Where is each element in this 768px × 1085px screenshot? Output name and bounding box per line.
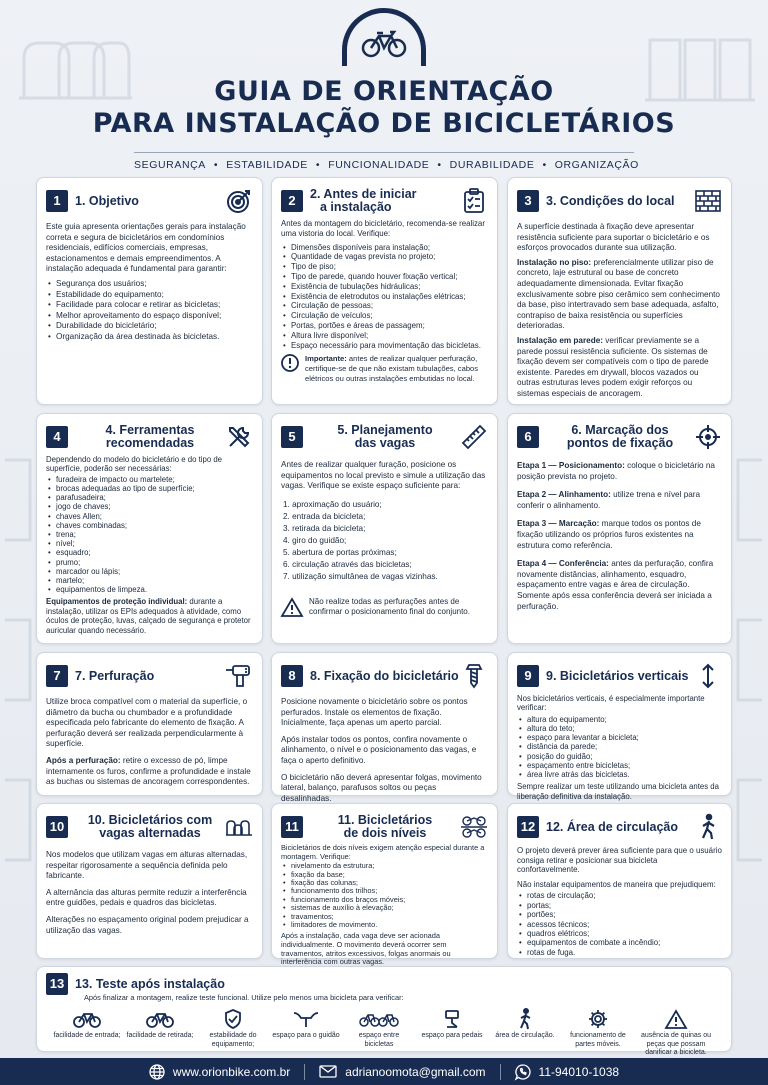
warning-triangle-icon xyxy=(636,1008,716,1030)
floor-installation xyxy=(517,258,722,332)
list-item: • Organização da área destinada às bicicletas. xyxy=(46,332,253,343)
section-number: 3 xyxy=(517,190,539,212)
step-label: Etapa 3 — Marcação: xyxy=(517,519,600,529)
footer-email[interactable] xyxy=(319,1065,485,1079)
section-intro: Este guia apresenta orientações gerais para instalação correta e segura de bicicletários em condomínios residenciais, edifícios comerciais, empresas, estacionamentos e demais empreendimentos. A instalação adequada é fundamental para garantir: xyxy=(46,222,246,274)
section-title: 1. Objetivo xyxy=(75,193,139,208)
list-item: • acessos técnicos; xyxy=(517,920,722,929)
note-label: Importante: xyxy=(305,354,347,364)
card-area-circulacao xyxy=(507,803,732,959)
tag: DURABILIDADE xyxy=(449,159,535,171)
section-title: 13. Teste após instalação xyxy=(75,976,225,991)
section-header xyxy=(46,973,722,995)
step-text: utilize trena e nível para conferir o alinhamento. xyxy=(517,490,701,510)
list-item: • altura do equipamento; xyxy=(517,715,722,724)
list-item: • martelo; xyxy=(46,576,253,585)
card-perfuracao xyxy=(36,652,263,796)
list-item: • espaço para levantar a bicicleta; xyxy=(517,733,722,742)
section-title: 7. Perfuração xyxy=(75,668,155,683)
check-label: facilidade de entrada; xyxy=(53,1032,121,1039)
page-header xyxy=(0,8,768,171)
check-item xyxy=(344,1008,414,1058)
list-item: • Portas, portões e áreas de passagem; xyxy=(281,321,488,331)
list-item: • limitadores de movimento. xyxy=(281,921,488,929)
list-item: • Existência de tubulações hidráulicas; xyxy=(281,282,488,292)
section-number: 1 xyxy=(46,190,68,212)
section-title-line1: 4. Ferramentas xyxy=(105,423,195,437)
pedal-icon xyxy=(417,1008,487,1030)
section-title-line1: 11. Bicicletários xyxy=(337,813,433,827)
card-vagas-alternadas xyxy=(36,803,263,959)
paragraph: Posicione novamente o bicicletário sobre os pontos perfurados. Instale os elementos de fixação. Inicialmente, faça apenas um aperto parcial. xyxy=(281,697,468,728)
card-ferramentas xyxy=(36,413,263,644)
bicycle-icon xyxy=(52,1008,122,1030)
section-number: 6 xyxy=(517,426,539,448)
paragraph: Após a instalação, cada vaga deve ser acionada individualmente. O movimento deverá ocorrer sem travamentos, atritos excessivos, folgas anormais ou interferência com outras vagas. xyxy=(281,931,451,967)
section-title-line2: a instalação xyxy=(320,200,392,214)
alternate-rack-icon xyxy=(225,813,253,841)
section-list xyxy=(517,715,722,779)
list-item: • Dimensões disponíveis para instalação; xyxy=(281,243,488,253)
walking-person-icon xyxy=(490,1008,560,1030)
list-item: 7. utilização simultânea de vagas vizinhas. xyxy=(283,572,438,582)
section-intro: Após finalizar a montagem, realize teste funcional. Utilize pelo menos uma bicicleta para verificar: xyxy=(84,993,404,1002)
list-item: • furadeira de impacto ou martelete; xyxy=(46,475,253,484)
check-label: facilidade de retirada; xyxy=(126,1032,194,1039)
section-intro: Utilize broca compatível com o material da superfície, o diâmetro da bucha ou chumbador e a profundidade especificada pelo fabricante do elemento de fixação. A perfuração deverá ser realizada perpendicularmente à superfície. xyxy=(46,697,248,749)
step xyxy=(517,559,722,612)
card-teste xyxy=(36,966,732,1056)
section-intro: Dependendo do modelo do bicicletário e do tipo de superfície, poderão ser necessárias: xyxy=(46,455,222,474)
section-number: 2 xyxy=(281,190,303,212)
crosshair-icon xyxy=(694,423,722,451)
phone-text: 11-94010-1038 xyxy=(538,1064,620,1079)
section-number: 4 xyxy=(46,426,68,448)
section-intro: Nos bicicletários verticais, é especialmente importante verificar: xyxy=(517,694,705,713)
list-item: • esquadro; xyxy=(46,548,253,557)
list-item: • fixação das colunas; xyxy=(281,879,488,887)
section-title-line2: recomendadas xyxy=(105,436,195,450)
paragraph: Não instalar equipamentos de maneira que prejudiquem: xyxy=(517,879,716,889)
list-item: • trena; xyxy=(46,530,253,539)
website-text: www.orionbike.com.br xyxy=(172,1064,291,1079)
paragraph: A alternância das alturas permite reduzir a interferência entre guidões, pedais e quadros das bicicletas. xyxy=(46,887,247,908)
list-item: • chaves Allen; xyxy=(46,512,253,521)
check-label: espaço para pedais xyxy=(421,1032,483,1039)
section-title-line1: 5. Planejamento xyxy=(337,423,433,437)
tag-separator: • xyxy=(213,159,219,171)
section-intro: A superfície destinada à fixação deve apresentar resistência suficiente para suportar o bicicletário e os esforços provocados durante sua utilização. xyxy=(517,222,710,253)
list-item: • travamentos; xyxy=(281,913,488,921)
tag: ESTABILIDADE xyxy=(226,159,308,171)
section-title: 9. Bicicletários verticais xyxy=(546,668,689,683)
step-label: Etapa 2 — Alinhamento: xyxy=(517,490,611,500)
section-number: 5 xyxy=(281,426,303,448)
important-note xyxy=(281,354,488,383)
list-item: 3. retirada da bicicleta; xyxy=(283,523,366,533)
section-intro: Bicicletários de dois níveis exigem atenção especial durante a montagem. Verifique: xyxy=(281,843,485,861)
section-title xyxy=(303,814,460,840)
card-condicoes-do-local xyxy=(507,177,732,405)
list-item: • Espaço necessário para movimentação das bicicletas. xyxy=(281,341,488,351)
step xyxy=(517,490,722,511)
card-marcacao xyxy=(507,413,732,644)
section-title xyxy=(303,188,460,214)
wall-label: Instalação em parede: xyxy=(517,335,604,345)
logo-arch xyxy=(342,8,426,66)
list-item: • Circulação de veículos; xyxy=(281,311,488,321)
paragraph: Nos modelos que utilizam vagas em alturas alternadas, respeitar rigorosamente a sequência definida pelo fabricante. xyxy=(46,850,248,881)
walking-person-icon xyxy=(694,813,722,841)
list-item: • espaçamento entre bicicletas; xyxy=(517,761,722,770)
after-label: Após a perfuração: xyxy=(46,755,121,765)
list-item: • brocas adequadas ao tipo de superfície; xyxy=(46,484,253,493)
bicycle-icon xyxy=(125,1008,195,1030)
list-item: • Circulação de pessoas; xyxy=(281,301,488,311)
background-rack-illustration xyxy=(0,420,40,900)
tag-separator: • xyxy=(437,159,442,171)
card-planejamento xyxy=(271,413,498,644)
list-item: • fixação da base; xyxy=(281,871,488,879)
list-item: • Facilidade para colocar e retirar as bicicletas; xyxy=(46,300,253,311)
tag-separator: • xyxy=(542,159,547,171)
background-rack-illustration xyxy=(732,420,768,900)
list-item: • portões; xyxy=(517,910,722,919)
section-list xyxy=(281,862,488,929)
clipboard-checklist-icon xyxy=(460,187,488,215)
footer-divider xyxy=(304,1064,305,1080)
step-label: Etapa 4 — Conferência: xyxy=(517,559,609,569)
section-title xyxy=(68,424,225,450)
section-number: 8 xyxy=(281,665,303,687)
list-item: • equipamentos de combate a incêndio; xyxy=(517,938,722,947)
tag-separator: • xyxy=(315,159,321,171)
tag: FUNCIONALIDADE xyxy=(328,159,430,171)
page-title-line2: PARA INSTALAÇÃO DE BICICLETÁRIOS xyxy=(92,108,676,139)
list-item: • altura do teto; xyxy=(517,724,722,733)
check-label: espaço entre bicicletas xyxy=(358,1032,400,1048)
paragraph: Após instalar todos os pontos, confira novamente o alinhamento, o nível e o posicionamento das vagas, e faça o aperto definitivo. xyxy=(281,734,477,765)
section-title-line2: das vagas xyxy=(354,436,416,450)
section-title-line1: 10. Bicicletários com xyxy=(87,813,213,827)
page-title-line1: GUIA DE ORIENTAÇÃO xyxy=(214,76,554,107)
section-intro: Antes de realizar qualquer furação, posicione os equipamentos no local previsto e simule a utilização das vagas. Verifique se existe espaço suficiente para: xyxy=(281,460,486,491)
section-title: 12. Área de circulação xyxy=(546,819,679,834)
globe-icon xyxy=(149,1064,165,1080)
list-item: • Quantidade de vagas prevista no projeto; xyxy=(281,252,488,262)
shield-check-icon xyxy=(198,1008,268,1030)
tools-icon xyxy=(225,423,253,451)
vertical-arrows-icon xyxy=(694,662,722,690)
list-item: • nível; xyxy=(46,539,253,548)
ruler-icon xyxy=(460,423,488,451)
check-label: estabilidade do equipamento; xyxy=(209,1032,257,1048)
section-list xyxy=(281,500,488,583)
list-item: • chaves combinadas; xyxy=(46,521,253,530)
list-item: • sistemas de auxílio à elevação; xyxy=(281,904,488,912)
list-item: 2. entrada da bicicleta; xyxy=(283,511,366,521)
footer-phone[interactable] xyxy=(515,1064,620,1080)
section-number: 13 xyxy=(46,973,68,995)
handlebar-icon xyxy=(271,1008,341,1030)
section-title xyxy=(68,814,225,840)
warning-triangle-icon xyxy=(281,597,303,617)
card-dois-niveis xyxy=(271,803,498,967)
floor-label: Instalação no piso: xyxy=(517,257,592,267)
list-item: • funcionamento dos trilhos; xyxy=(281,887,488,895)
check-item xyxy=(271,1008,341,1058)
list-item: • jogo de chaves; xyxy=(46,502,253,511)
warning-text: Não realize todas as perfurações antes de confirmar o posicionamento final do conjunto. xyxy=(309,596,470,616)
list-item: • rotas de fuga. xyxy=(517,948,722,957)
section-title xyxy=(539,424,694,450)
whatsapp-icon xyxy=(515,1064,531,1080)
list-item: • prumo; xyxy=(46,558,253,567)
step-text: antes da perfuração, confira novamente distâncias, alinhamento, esquadro, espaçamento entre vagas e área de circulação. Somente após essa conferência deverá ser iniciada a perfuração. xyxy=(517,559,714,611)
card-objetivo xyxy=(36,177,263,405)
check-item xyxy=(198,1008,268,1058)
epi-label: Equipamentos de proteção individual: xyxy=(46,597,188,607)
envelope-icon xyxy=(319,1065,337,1078)
step-text: marque todos os pontos de fixação utilizando os próprios furos existentes na estrutura como referência. xyxy=(517,519,701,550)
paragraph: Sempre realizar um teste utilizando uma bicicleta antes da liberação definitiva da instalação. xyxy=(517,782,719,801)
wall-text: verificar previamente se a parede possui resistência suficiente. Os sistemas de fixação devem ser compatíveis com o tipo de parede existente. Paredes em drywall, blocos vazados ou outras estruturas leves podem exigir reforços ou sistemas especiais de ancoragem. xyxy=(517,335,709,398)
list-item: • rotas de circulação; xyxy=(517,891,722,900)
footer-contact-bar xyxy=(0,1058,768,1085)
card-antes-de-iniciar xyxy=(271,177,498,405)
section-title: 8. Fixação do bicicletário xyxy=(310,668,459,683)
footer-divider xyxy=(500,1064,501,1080)
after-text: retire o excesso de pó, limpe internamente os furos, confirme a profundidade e instale as buchas ou sistemas de ancoragem correspondentes. xyxy=(46,755,251,787)
check-item xyxy=(52,1008,122,1058)
step xyxy=(517,461,722,482)
list-item: • portas; xyxy=(517,901,722,910)
list-item: • Melhor aproveitamento do espaço disponível; xyxy=(46,311,253,322)
note-text: antes de realizar qualquer perfuração, certifique-se de que não existam tubulações, cabos elétricos ou outras instalações embutidas no local. xyxy=(305,354,479,383)
list-item: 4. giro do guidão; xyxy=(283,536,347,546)
footer-website[interactable] xyxy=(149,1064,290,1080)
list-item: • área livre atrás das bicicletas. xyxy=(517,770,722,779)
list-item: • marcador ou lápis; xyxy=(46,567,253,576)
two-bicycles-icon xyxy=(344,1008,414,1030)
list-item: • distância da parede; xyxy=(517,742,722,751)
list-item: • Altura livre disponível; xyxy=(281,331,488,341)
list-item: • equipamentos de limpeza. xyxy=(46,585,253,594)
section-title-line1: 2. Antes de iniciar xyxy=(310,187,417,201)
check-label: área de circulação. xyxy=(495,1032,555,1039)
paragraph: O bicicletário não deverá apresentar folgas, movimento lateral, balanço, parafusos soltos ou peças desalinhadas. xyxy=(281,772,482,803)
list-item: • Durabilidade do bicicletário; xyxy=(46,321,253,332)
epi-note xyxy=(46,597,253,635)
list-item: • posição do guidão; xyxy=(517,752,722,761)
list-item: • Tipo de piso; xyxy=(281,262,488,272)
section-number: 11 xyxy=(281,816,303,838)
after-drilling xyxy=(46,756,253,788)
email-text: adrianoomota@gmail.com xyxy=(345,1064,486,1079)
check-label: funcionamento de partes móveis. xyxy=(570,1032,626,1048)
section-title xyxy=(303,424,460,450)
target-icon xyxy=(225,187,253,215)
section-title-line2: pontos de fixação xyxy=(566,436,674,450)
exclamation-circle-icon xyxy=(281,354,299,372)
two-level-rack-icon xyxy=(460,813,488,841)
section-list xyxy=(517,891,722,957)
check-item xyxy=(563,1008,633,1058)
bicycle-logo-icon xyxy=(361,30,407,58)
gear-icon xyxy=(563,1008,633,1030)
list-item: 6. circulação através das bicicletas; xyxy=(283,560,412,570)
card-verticais xyxy=(507,652,732,801)
epi-text: durante a instalação, utilizar os EPIs adequados à atividade, como óculos de proteção, luvas, calçado de segurança e protetor auricular quando necessário. xyxy=(46,597,251,635)
section-title-line2: vagas alternadas xyxy=(99,826,201,840)
warning-note xyxy=(281,597,488,617)
section-list xyxy=(281,243,488,351)
section-title-line1: 6. Marcação dos xyxy=(571,423,669,437)
section-number: 10 xyxy=(46,816,68,838)
check-item xyxy=(490,1008,560,1058)
check-item xyxy=(125,1008,195,1058)
section-title: 3. Condições do local xyxy=(546,193,675,208)
list-item: • quadros elétricos; xyxy=(517,929,722,938)
check-item xyxy=(636,1008,716,1058)
brick-wall-icon xyxy=(694,187,722,215)
list-item: • Segurança dos usuários; xyxy=(46,279,253,290)
list-item: • Tipo de parede, quando houver fixação vertical; xyxy=(281,272,488,282)
check-item xyxy=(417,1008,487,1058)
list-item: • Existência de eletrodutos ou instalações elétricas; xyxy=(281,292,488,302)
check-label: espaço para o guidão xyxy=(272,1032,340,1039)
paragraph: O projeto deverá prever área suficiente para que o usuário consiga retirar e posicionar sua bicicleta confortavelmente. xyxy=(517,846,722,875)
section-intro: Antes da montagem do bicicletário, recomenda-se realizar uma vistoria do local. Verifique: xyxy=(281,219,485,238)
card-fixacao xyxy=(271,652,498,803)
check-label: ausência de quinas ou peças que possam danificar a bicicleta. xyxy=(640,1032,712,1056)
section-title-line2: de dois níveis xyxy=(343,826,427,840)
step-label: Etapa 1 — Posicionamento: xyxy=(517,461,625,470)
section-number: 12 xyxy=(517,816,539,838)
list-item: • Estabilidade do equipamento; xyxy=(46,290,253,301)
section-list xyxy=(46,279,253,343)
list-item: 5. abertura de portas próximas; xyxy=(283,548,397,558)
wall-installation xyxy=(517,336,722,400)
check-list xyxy=(46,1008,722,1058)
screw-icon xyxy=(460,662,488,690)
tag: SEGURANÇA xyxy=(134,159,206,171)
tag: ORGANIZAÇÃO xyxy=(554,159,639,171)
section-number: 7 xyxy=(46,665,68,687)
section-list xyxy=(46,475,253,595)
list-item: • nivelamento da estrutura; xyxy=(281,862,488,870)
step xyxy=(517,519,722,551)
header-tagline xyxy=(134,152,639,171)
section-number: 9 xyxy=(517,665,539,687)
paragraph: Alterações no espaçamento original podem prejudicar a utilização das vagas. xyxy=(46,914,249,935)
step-text: coloque o bicicletário na posição prevista no projeto. xyxy=(517,461,715,481)
list-item: • parafusadeira; xyxy=(46,493,253,502)
list-item: • funcionamento dos braços móveis; xyxy=(281,896,488,904)
floor-text: preferencialmente utilizar piso de concreto, laje estrutural ou base de concreto adequadamente dimensionada. Evitar fixação exclusivamente sobre piso cerâmico sem conhecimento da base, piso intertravado sem base adequada, asfalto, contrapiso de baixa resistência ou superfícies deterioradas. xyxy=(517,257,720,331)
drill-icon xyxy=(225,662,253,690)
list-item: 1. aproximação do usuário; xyxy=(283,499,382,509)
